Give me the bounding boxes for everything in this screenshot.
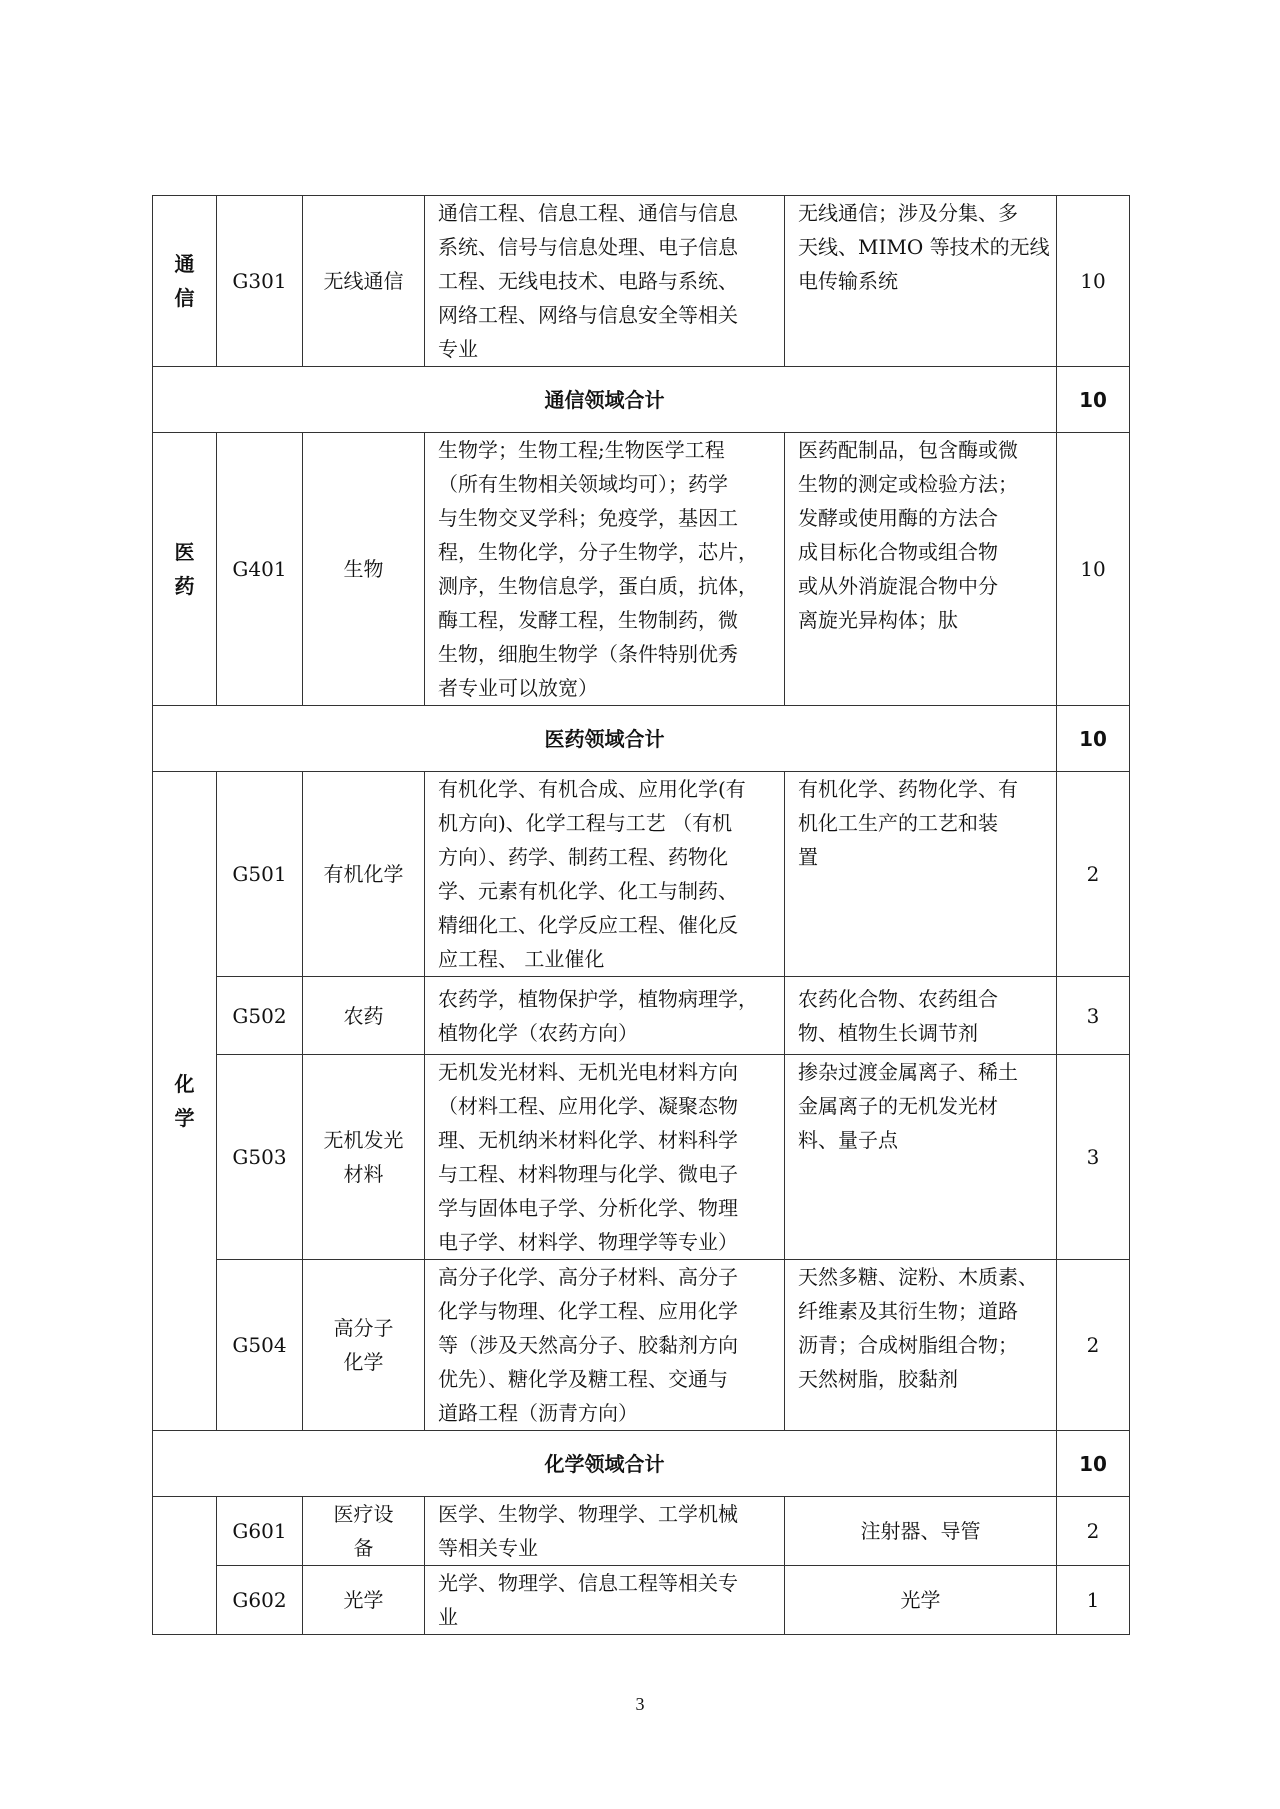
subtotal-label: 医药领域合计 xyxy=(153,706,1057,772)
code-cell: G601 xyxy=(217,1497,303,1566)
direction-cell xyxy=(303,977,425,1055)
code-cell: G501 xyxy=(217,772,303,977)
text-line: 天然树脂，胶黏剂 xyxy=(798,1367,958,1391)
direction-line: 生物 xyxy=(343,557,384,581)
majors-cell xyxy=(425,1497,785,1566)
majors-cell xyxy=(425,1566,785,1635)
majors-cell xyxy=(425,772,785,977)
direction-line: 光学 xyxy=(343,1588,384,1612)
text-line: 酶工程，发酵工程，生物制药，微 xyxy=(438,608,738,632)
domain-cell xyxy=(153,196,217,367)
direction-cell xyxy=(303,1055,425,1260)
text-line: 电子学、材料学、物理学等专业） xyxy=(438,1230,738,1254)
direction-cell xyxy=(303,1566,425,1635)
domain-cell xyxy=(153,1497,217,1635)
table-row xyxy=(153,1260,1130,1431)
text-line: 应工程、 工业催化 xyxy=(438,947,605,971)
table-row xyxy=(153,433,1130,706)
code-cell: G301 xyxy=(217,196,303,367)
direction-cell xyxy=(303,196,425,367)
text-line: 测序，生物信息学，蛋白质，抗体， xyxy=(438,574,758,598)
direction-line: 农药 xyxy=(343,1003,384,1028)
count-cell: 3 xyxy=(1057,1055,1130,1260)
research-cell xyxy=(785,1260,1057,1431)
text-line: 机方向)、化学工程与工艺 （有机 xyxy=(438,811,733,835)
text-line: 电传输系统 xyxy=(798,269,898,293)
text-line: 或从外消旋混合物中分 xyxy=(798,574,998,598)
text-line: 等（涉及天然高分子、胶黏剂方向 xyxy=(438,1333,738,1357)
text-line: 植物化学（农药方向） xyxy=(438,1020,638,1045)
text-line: 有机化学、药物化学、有 xyxy=(798,777,1018,801)
table-row xyxy=(153,772,1130,977)
table-row xyxy=(153,1566,1130,1635)
direction-line: 化学 xyxy=(343,1350,384,1374)
text-line: 发酵或使用酶的方法合 xyxy=(798,506,998,530)
text-line: 业 xyxy=(438,1605,458,1629)
table-row xyxy=(153,1497,1130,1566)
research-cell xyxy=(785,772,1057,977)
subtotal-row xyxy=(153,706,1130,772)
text-line: 沥青；合成树脂组合物； xyxy=(798,1333,1018,1357)
text-line: 机化工生产的工艺和装 xyxy=(798,811,998,835)
text-line: 工程、无线电技术、电路与系统、 xyxy=(438,269,738,293)
research-cell xyxy=(785,1566,1057,1635)
text-line: 与生物交叉学科；免疫学，基因工 xyxy=(438,506,738,530)
text-line: 光学 xyxy=(900,1588,941,1612)
research-cell xyxy=(785,1055,1057,1260)
table-row xyxy=(153,977,1130,1055)
subtotal-row xyxy=(153,367,1130,433)
research-cell xyxy=(785,433,1057,706)
text-line: 有机化学、有机合成、应用化学(有 xyxy=(438,777,746,801)
table-row xyxy=(153,196,1130,367)
count-cell: 10 xyxy=(1057,196,1130,367)
text-line: 物、植物生长调节剂 xyxy=(798,1020,978,1045)
text-line: （所有生物相关领域均可）；药学 xyxy=(438,472,728,496)
direction-line: 备 xyxy=(353,1536,374,1560)
subtotal-row xyxy=(153,1431,1130,1497)
direction-line: 医疗设 xyxy=(333,1502,394,1526)
text-line: 金属离子的无机发光材 xyxy=(798,1094,998,1118)
text-line: 网络工程、网络与信息安全等相关 xyxy=(438,303,738,327)
text-line: 方向）、药学、制药工程、药物化 xyxy=(438,845,728,869)
domain-char: 信 xyxy=(174,286,195,310)
text-line: 光学、物理学、信息工程等相关专 xyxy=(438,1571,738,1595)
subtotal-label: 化学领域合计 xyxy=(153,1431,1057,1497)
code-cell: G401 xyxy=(217,433,303,706)
domain-cell xyxy=(153,433,217,706)
text-line: 注射器、导管 xyxy=(860,1519,981,1543)
text-line: 学与固体电子学、分析化学、物理 xyxy=(438,1196,738,1220)
domain-char: 通 xyxy=(174,252,195,276)
text-line: 医学、生物学、物理学、工学机械 xyxy=(438,1502,738,1526)
text-line: 天然多糖、淀粉、木质素、 xyxy=(798,1265,1038,1289)
text-line: 无线通信；涉及分集、多 xyxy=(798,201,1018,225)
research-cell xyxy=(785,977,1057,1055)
text-line: 道路工程（沥青方向） xyxy=(438,1401,638,1425)
text-line: 无机发光材料、无机光电材料方向 xyxy=(438,1060,738,1084)
text-line: 成目标化合物或组合物 xyxy=(798,540,998,564)
text-line: 农药学，植物保护学，植物病理学， xyxy=(438,986,758,1011)
domain-char: 药 xyxy=(174,574,195,598)
text-line: 料、量子点 xyxy=(798,1128,898,1152)
count-cell: 3 xyxy=(1057,977,1130,1055)
code-cell: G504 xyxy=(217,1260,303,1431)
code-cell: G503 xyxy=(217,1055,303,1260)
count-cell: 2 xyxy=(1057,1497,1130,1566)
domain-cell xyxy=(153,772,217,1431)
majors-cell xyxy=(425,196,785,367)
majors-cell xyxy=(425,1260,785,1431)
direction-line: 有机化学 xyxy=(323,862,404,886)
subtotal-label: 通信领域合计 xyxy=(153,367,1057,433)
direction-line: 高分子 xyxy=(333,1316,394,1340)
text-line: 等相关专业 xyxy=(438,1536,538,1560)
text-line: 专业 xyxy=(438,337,478,361)
text-line: 离旋光异构体；肽 xyxy=(798,608,958,632)
subtotal-value: 10 xyxy=(1057,367,1130,433)
text-line: 精细化工、化学反应工程、催化反 xyxy=(438,913,738,937)
text-line: （材料工程、应用化学、凝聚态物 xyxy=(438,1094,738,1118)
code-cell: G502 xyxy=(217,977,303,1055)
text-line: 生物学；生物工程;生物医学工程 xyxy=(438,438,725,462)
subtotal-value: 10 xyxy=(1057,706,1130,772)
subtotal-value: 10 xyxy=(1057,1431,1130,1497)
text-line: 天线、MIMO 等技术的无线 xyxy=(798,235,1050,259)
direction-cell xyxy=(303,433,425,706)
text-line: 掺杂过渡金属离子、稀土 xyxy=(798,1060,1018,1084)
page-number: 3 xyxy=(635,1694,645,1714)
text-line: 化学与物理、化学工程、应用化学 xyxy=(438,1299,738,1323)
requirements-table xyxy=(152,195,1130,1635)
direction-cell xyxy=(303,1260,425,1431)
text-line: 学、元素有机化学、化工与制药、 xyxy=(438,879,738,903)
majors-cell xyxy=(425,433,785,706)
text-line: 理、无机纳米材料化学、材料科学 xyxy=(438,1128,738,1152)
text-line: 生物的测定或检验方法； xyxy=(798,472,1018,496)
direction-cell xyxy=(303,772,425,977)
domain-char: 学 xyxy=(174,1106,195,1130)
direction-line: 无机发光 xyxy=(323,1128,404,1152)
count-cell: 2 xyxy=(1057,772,1130,977)
majors-cell xyxy=(425,1055,785,1260)
text-line: 系统、信号与信息处理、电子信息 xyxy=(438,235,738,259)
text-line: 通信工程、信息工程、通信与信息 xyxy=(438,201,738,225)
count-cell: 10 xyxy=(1057,433,1130,706)
direction-cell xyxy=(303,1497,425,1566)
direction-line: 无线通信 xyxy=(323,269,404,293)
research-cell xyxy=(785,196,1057,367)
text-line: 优先）、糖化学及糖工程、交通与 xyxy=(438,1367,728,1391)
majors-cell xyxy=(425,977,785,1055)
code-cell: G602 xyxy=(217,1566,303,1635)
table-row xyxy=(153,1055,1130,1260)
text-line: 医药配制品，包含酶或微 xyxy=(798,438,1018,462)
text-line: 农药化合物、农药组合 xyxy=(798,986,998,1011)
text-line: 高分子化学、高分子材料、高分子 xyxy=(438,1265,738,1289)
text-line: 置 xyxy=(798,845,818,869)
text-line: 者专业可以放宽） xyxy=(438,676,598,700)
text-line: 程，生物化学，分子生物学，芯片， xyxy=(438,540,758,564)
text-line: 生物，细胞生物学（条件特别优秀 xyxy=(438,642,738,666)
domain-char: 化 xyxy=(174,1072,195,1096)
count-cell: 2 xyxy=(1057,1260,1130,1431)
text-line: 纤维素及其衍生物；道路 xyxy=(798,1299,1018,1323)
count-cell: 1 xyxy=(1057,1566,1130,1635)
direction-line: 材料 xyxy=(343,1162,384,1186)
domain-char: 医 xyxy=(174,540,195,564)
text-line: 与工程、材料物理与化学、微电子 xyxy=(438,1162,738,1186)
research-cell xyxy=(785,1497,1057,1566)
